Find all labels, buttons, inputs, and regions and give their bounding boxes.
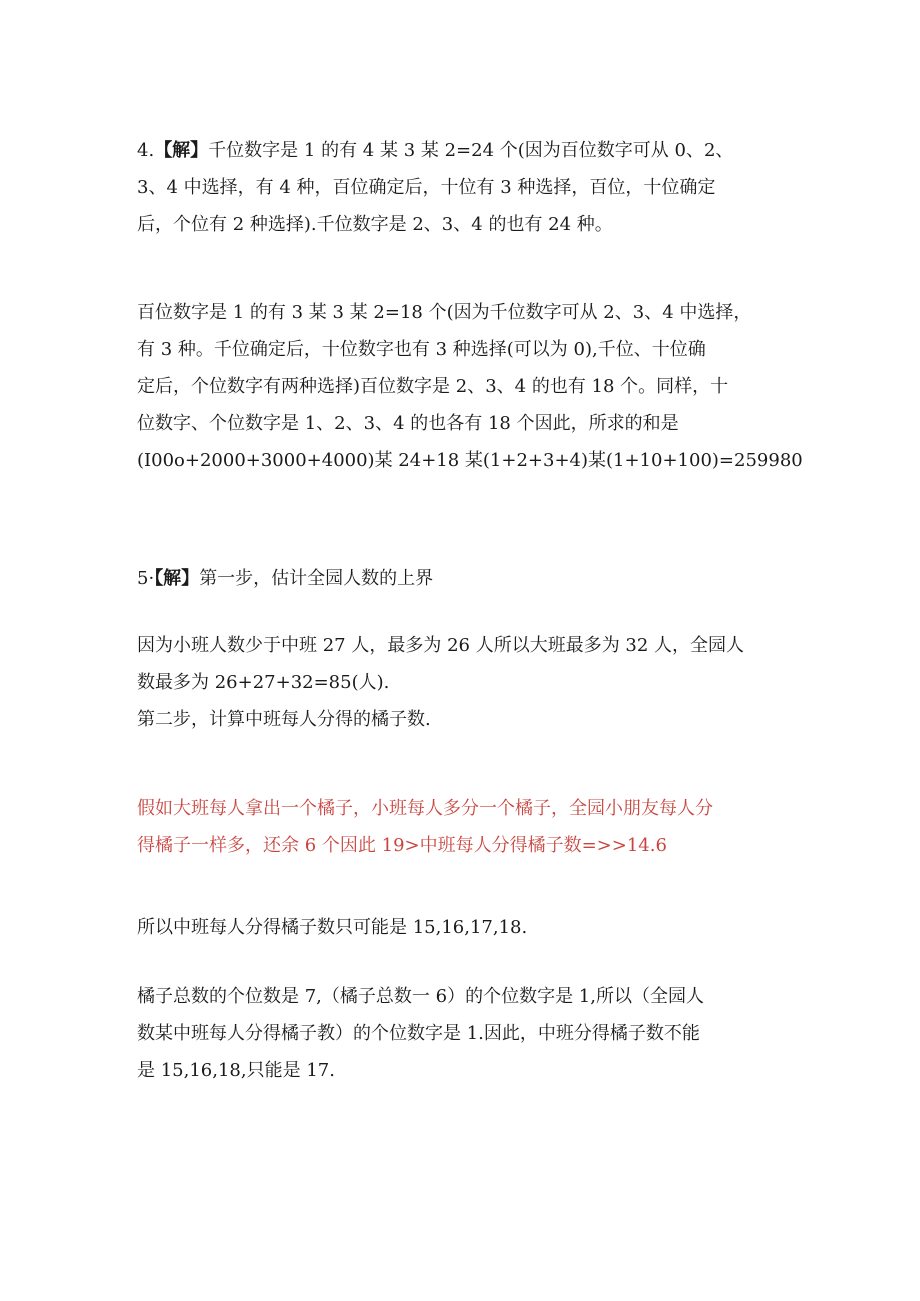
- problem-4-paragraph: [137, 132, 787, 243]
- text-line: 位数字、个位数字是 1、2、3、4 的也各有 18 个因此，所求的和是: [137, 413, 679, 434]
- text-line: 得橘子一样多，还余 6 个因此 19>中班每人分得橘子数=>>14.6: [137, 835, 667, 856]
- text-content: 第一步，估计全园人数的上界: [199, 568, 434, 589]
- solution-mark: 【解】: [154, 140, 209, 161]
- text-line: 数最多为 26+27+32=85(人).: [137, 672, 390, 693]
- problem-5-header: [137, 560, 787, 597]
- text-line: 所以中班每人分得橘子数只可能是 15,16,17,18.: [137, 917, 528, 938]
- text-line: 因为小班人数少于中班 27 人，最多为 26 人所以大班最多为 32 人，全园人: [137, 635, 745, 656]
- text-content: 千位数字是 1 的有 4 某 3 某 2=24 个(因为百位数字可从 0、2、: [208, 140, 734, 161]
- solution-mark: 【解】: [154, 568, 200, 589]
- text-line: 后，个位有 2 种选择).千位数字是 2、3、4 的也有 24 种。: [137, 214, 613, 235]
- problem-5-step3: [137, 978, 787, 1089]
- text-line: 有 3 种。千位确定后，十位数字也有 3 种选择(可以为 0),千位、十位确: [137, 339, 706, 360]
- text-line: 3、4 中选择，有 4 种，百位确定后，十位有 3 种选择，百位，十位确定: [137, 177, 716, 198]
- problem-4-continuation: [137, 294, 803, 479]
- text-line: [137, 560, 787, 597]
- text-line: 数某中班每人分得橘子教）的个位数字是 1.因此，中班分得橘子数不能: [137, 1023, 700, 1044]
- text-line: [137, 132, 787, 169]
- text-line: 橘子总数的个位数是 7,（橘子总数一 6）的个位数字是 1,所以（全园人: [137, 986, 704, 1007]
- text-line: (I00o+2000+3000+4000)某 24+18 某(1+2+3+4)某(1+10+100)=259980: [137, 450, 803, 471]
- text-line: 是 15,16,18,只能是 17.: [137, 1060, 335, 1081]
- problem-5-step2: [137, 909, 787, 946]
- problem-number: 5·: [137, 568, 155, 589]
- problem-5-step1: [137, 627, 787, 738]
- text-line: 百位数字是 1 的有 3 某 3 某 2=18 个(因为千位数字可从 2、3、4 中选择，: [137, 302, 752, 323]
- problem-number: 4.: [137, 140, 155, 161]
- highlighted-paragraph: [137, 790, 787, 864]
- text-line: 假如大班每人拿出一个橘子，小班每人多分一个橘子，全园小朋友每人分: [137, 798, 713, 819]
- text-line: 定后，个位数字有两种选择)百位数字是 2、3、4 的也有 18 个。同样，十: [137, 376, 729, 397]
- text-line: 第二步，计算中班每人分得的橘子数.: [137, 709, 431, 730]
